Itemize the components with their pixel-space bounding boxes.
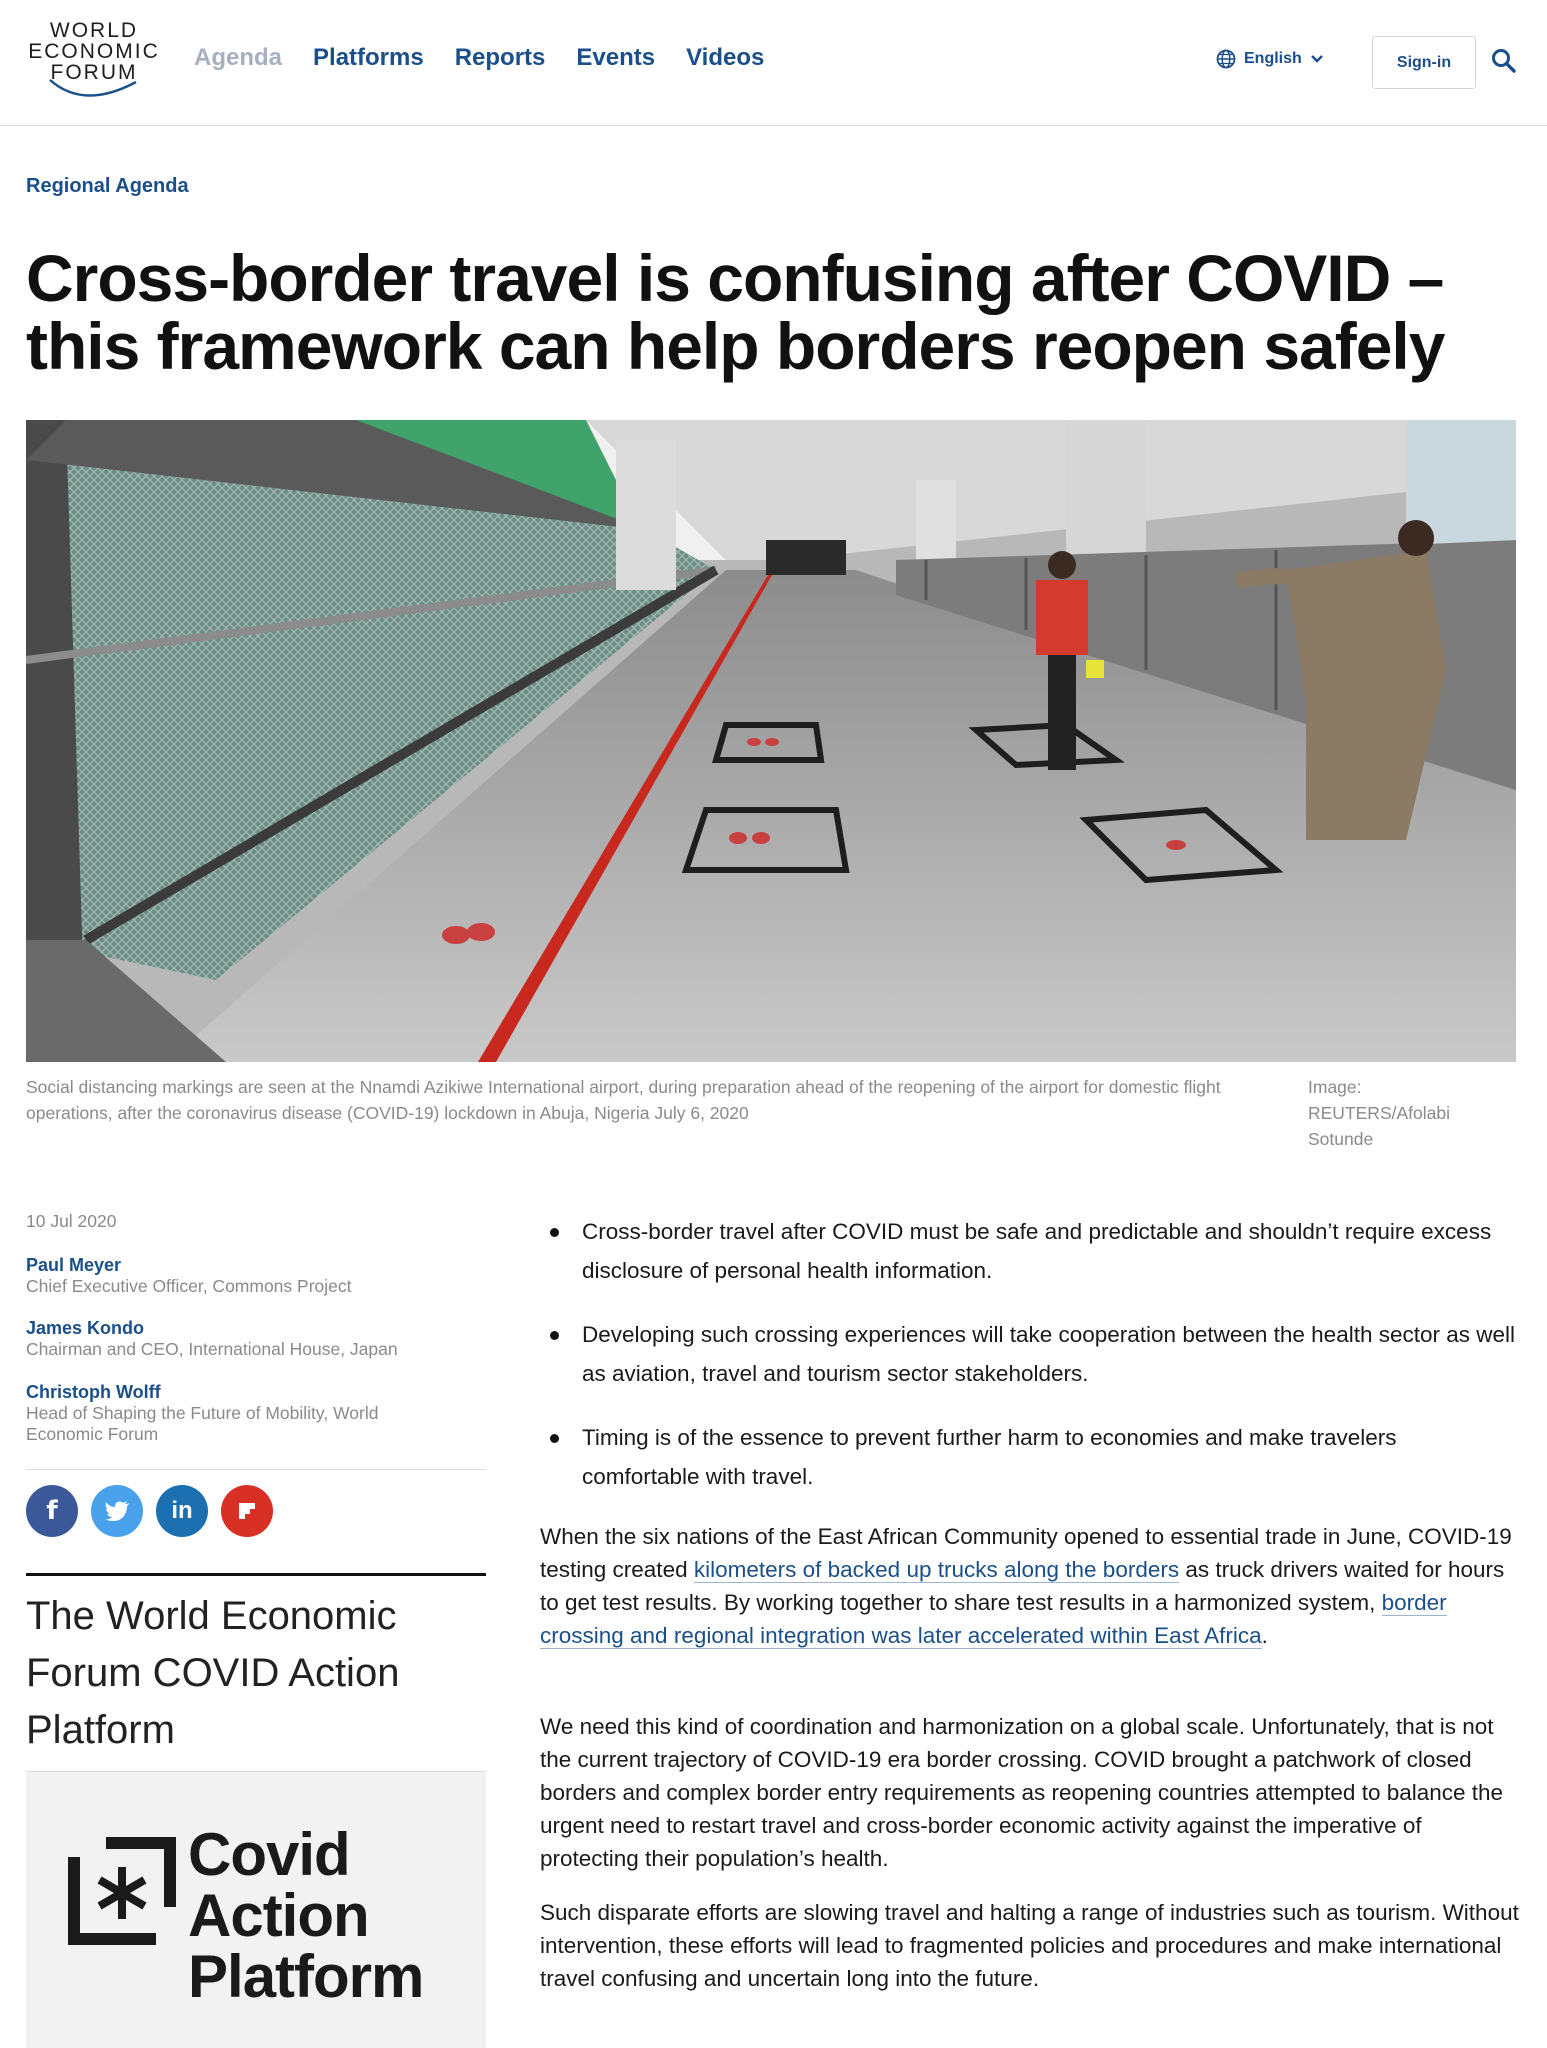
nav-videos[interactable]: Videos <box>686 44 765 71</box>
language-label: English <box>1244 50 1302 67</box>
credit-name: Sotunde <box>1308 1129 1374 1149</box>
platform-title[interactable]: The World Economic Forum COVID Action Platform <box>26 1594 400 1752</box>
author-name[interactable]: Paul Meyer <box>26 1255 122 1275</box>
linkedin-icon: in <box>171 1497 193 1524</box>
linkedin-share-button[interactable] <box>156 1485 208 1537</box>
covid-action-platform-card[interactable] <box>26 1772 486 2048</box>
article-kicker[interactable]: Regional Agenda <box>26 175 189 197</box>
body-paragraph-3: Such disparate efforts are slowing travel and halting a range of industries such as tourism. Without intervention, these efforts will lead to fragmented policies and procedures and make international travel confusing and uncertain long into the future. <box>540 1900 1519 1991</box>
body-paragraph-2: We need this kind of coordination and harmonization on a global scale. Unfortunately, that is not the current trajectory of COVID-19 era border crossing. COVID brought a patchwork of closed borders and complex border entry requirements as reopening countries attempted to balance the urgent need to restart travel and cross-border economic activity against the imperative of protecting their population’s health. <box>540 1714 1504 1871</box>
facebook-share-button[interactable] <box>26 1485 78 1537</box>
paragraph-text: When the six nations of the East African Community opened to essential trade in June, COVID-19 testing created <box>540 1524 1512 1582</box>
author-block <box>26 1381 426 1445</box>
covid-platform-logo-text <box>188 1821 424 2010</box>
paragraph-text: as truck drivers waited for hours to get test results. By working together to share test results in a harmonized system, <box>540 1557 1505 1615</box>
twitter-share-button[interactable] <box>91 1485 143 1537</box>
wef-logo[interactable] <box>26 20 162 104</box>
globe-icon <box>1216 49 1236 69</box>
body-paragraph-1 <box>540 1520 1520 1652</box>
logo-word-1: Covid <box>188 1821 350 1888</box>
credit-label: Image: <box>1308 1077 1362 1097</box>
chevron-down-icon <box>1310 54 1324 64</box>
key-point: Timing is of the essence to prevent further harm to economies and make travelers comfortable with travel. <box>556 1418 1516 1496</box>
author-role: Head of Shaping the Future of Mobility, World Economic Forum <box>26 1403 379 1444</box>
logo-line-2: ECONOMIC <box>28 40 160 63</box>
trucks-link[interactable]: kilometers of backed up trucks along the borders <box>693 1557 1180 1582</box>
key-points-list <box>556 1212 1516 1521</box>
language-selector[interactable] <box>1216 49 1324 69</box>
logo-line-1: WORLD <box>49 19 139 42</box>
key-point: Cross-border travel after COVID must be safe and predictable and shouldn’t require excess disclosure of personal health information. <box>556 1212 1516 1290</box>
airport-walkway-photo <box>26 420 1516 1062</box>
image-credit <box>1308 1074 1498 1152</box>
article-title: Cross-border travel is confusing after COVID – this framework can help borders reopen safely <box>26 241 1445 383</box>
nav-events[interactable]: Events <box>576 44 656 71</box>
section-divider <box>26 1573 486 1576</box>
logo-arc-icon <box>44 76 144 102</box>
logo-line-3: FORUM <box>50 61 138 84</box>
main-nav <box>194 44 764 72</box>
author-name[interactable]: Christoph Wolff <box>26 1382 161 1402</box>
paragraph-text: . <box>1261 1623 1268 1648</box>
covid-platform-logo-icon <box>68 1837 176 1945</box>
sign-in-button[interactable]: Sign-in <box>1372 36 1476 89</box>
nav-reports[interactable]: Reports <box>454 44 546 71</box>
site-header <box>0 0 1547 126</box>
twitter-icon <box>104 1500 130 1522</box>
flipboard-icon <box>235 1499 259 1523</box>
flipboard-share-button[interactable] <box>221 1485 273 1537</box>
author-block <box>26 1254 466 1297</box>
hero-caption: Social distancing markings are seen at the Nnamdi Azikiwe International airport, during preparation ahead of the reopening of the airport for domestic flight operations, after the coronavirus disease (COVID-19) lockdown in Abuja, Nigeria July 6, 2020 <box>26 1077 1221 1123</box>
nav-agenda[interactable]: Agenda <box>194 44 283 71</box>
hero-image <box>26 420 1516 1062</box>
author-block <box>26 1317 466 1360</box>
logo-word-3: Platform <box>188 1943 424 2010</box>
author-role: Chief Executive Officer, Commons Project <box>26 1276 352 1296</box>
publish-date: 10 Jul 2020 <box>26 1211 117 1231</box>
divider <box>26 1469 486 1470</box>
credit-source: REUTERS/Afolabi <box>1308 1103 1450 1123</box>
author-name[interactable]: James Kondo <box>26 1318 145 1338</box>
facebook-icon: f <box>46 1496 58 1526</box>
share-bar <box>26 1485 273 1537</box>
nav-platforms[interactable]: Platforms <box>313 44 424 71</box>
east-africa-link[interactable]: border crossing and regional integration was later accelerated within East Africa <box>540 1590 1447 1648</box>
author-role: Chairman and CEO, International House, Japan <box>26 1339 398 1359</box>
key-point: Developing such crossing experiences will take cooperation between the health sector as well as aviation, travel and tourism sector stakeholders. <box>556 1315 1516 1393</box>
search-icon[interactable] <box>1491 48 1517 74</box>
logo-word-2: Action <box>188 1882 369 1949</box>
